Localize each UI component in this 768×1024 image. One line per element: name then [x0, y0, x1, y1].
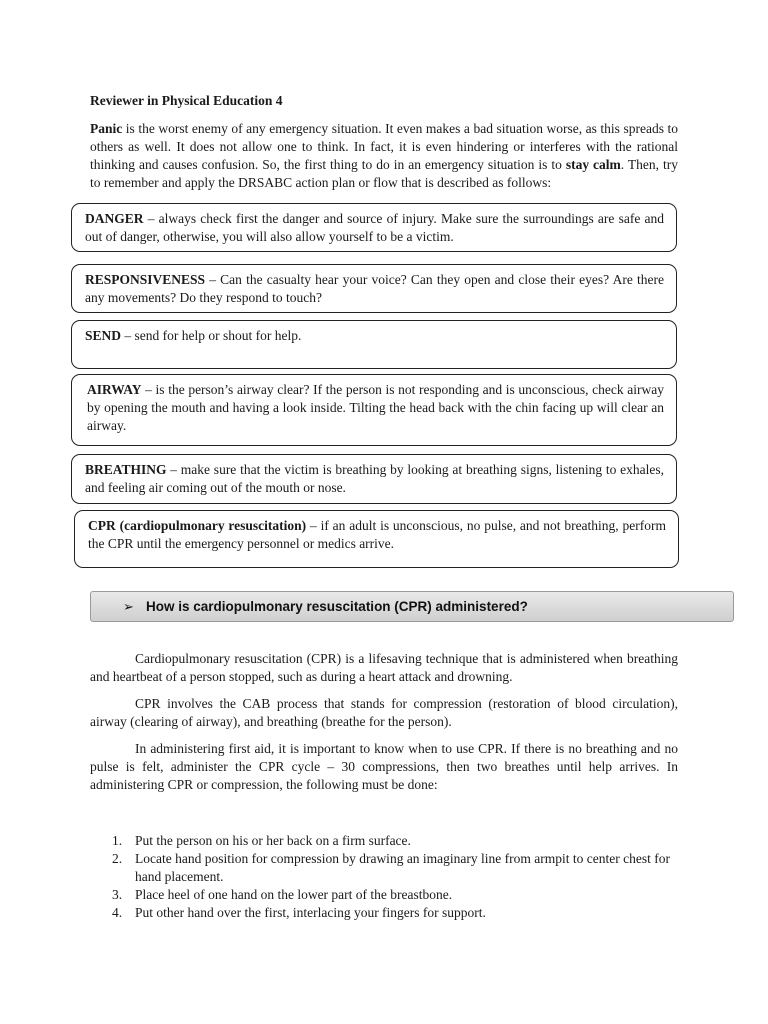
- drsabc-term: DANGER: [85, 211, 144, 226]
- arrow-bullet-icon: ➢: [123, 599, 134, 614]
- intro-paragraph: [90, 120, 678, 192]
- paragraph-text: CPR involves the CAB process that stands for compression (restoration of blood circulation), airway (clearing of airway), and breathing (breathe for the person).: [90, 696, 678, 729]
- body-paragraph: [90, 695, 678, 731]
- paragraph-text: In administering first aid, it is important to know when to use CPR. If there is no breathing and no pulse is felt, administer the CPR cycle – 30 compressions, then two breathes until help arrives. In administering CPR or compression, the following must be done:: [90, 741, 678, 792]
- list-item-text: Locate hand position for compression by drawing an imaginary line from armpit to center chest for hand placement.: [135, 851, 670, 884]
- body-paragraph: [90, 740, 678, 794]
- drsabc-term: SEND: [85, 328, 122, 343]
- list-item-text: Put other hand over the first, interlacing your fingers for support.: [135, 905, 486, 920]
- drsabc-box-airway: [71, 374, 677, 446]
- drsabc-term: AIRWAY: [87, 382, 142, 397]
- cpr-steps-list: [90, 832, 678, 922]
- drsabc-description: – if an adult is unconscious, no pulse, and not breathing, perform the CPR until the emergency personnel or medics arrive.: [88, 518, 666, 551]
- list-item: [90, 832, 678, 850]
- list-item: [90, 886, 678, 904]
- section-heading: How is cardiopulmonary resuscitation (CPR) administered?: [146, 599, 528, 614]
- drsabc-term: CPR (cardiopulmonary resuscitation): [88, 518, 307, 533]
- drsabc-term: BREATHING: [85, 462, 167, 477]
- drsabc-description: – send for help or shout for help.: [121, 328, 302, 343]
- drsabc-box-danger: [71, 203, 677, 252]
- list-item-number: 3.: [112, 887, 123, 902]
- list-item-text: Place heel of one hand on the lower part of the breastbone.: [135, 887, 453, 902]
- drsabc-box-send: [71, 320, 677, 369]
- drsabc-term: RESPONSIVENESS: [85, 272, 206, 287]
- section-heading-bar: [90, 591, 734, 622]
- body-paragraph: [90, 650, 678, 686]
- drsabc-description: – make sure that the victim is breathing by looking at breathing signs, listening to exhales, and feeling air coming out of the mouth or nose.: [85, 462, 664, 495]
- drsabc-box-responsiveness: [71, 264, 677, 313]
- list-item-text: Put the person on his or her back on a firm surface.: [135, 833, 411, 848]
- list-item-number: 4.: [112, 905, 123, 920]
- list-item-number: 1.: [112, 833, 123, 848]
- drsabc-description: – is the person’s airway clear? If the person is not responding and is unconscious, check airway by opening the mouth and having a look inside. Tilting the head back with the chin facing up will clear an airway.: [87, 382, 664, 433]
- intro-text-part2: . Then, try to remember and apply the DRSABC action plan or flow that is described as follows:: [90, 157, 678, 190]
- paragraph-text: Cardiopulmonary resuscitation (CPR) is a lifesaving technique that is administered when breathing and heartbeat of a person stopped, such as during a heart attack and drowning.: [90, 651, 678, 684]
- drsabc-box-breathing: [71, 454, 677, 504]
- page-title: Reviewer in Physical Education 4: [90, 93, 283, 108]
- intro-lead-term: Panic: [90, 121, 123, 136]
- list-item: [90, 850, 678, 886]
- list-item-number: 2.: [112, 851, 123, 866]
- drsabc-box-cpr: [74, 510, 679, 568]
- drsabc-description: – Can the casualty hear your voice? Can they open and close their eyes? Are there any movements? Do they respond to touch?: [85, 272, 664, 305]
- intro-emphasis: stay calm: [565, 157, 621, 172]
- drsabc-description: – always check first the danger and source of injury. Make sure the surroundings are safe and out of danger, otherwise, you will also allow yourself to be a victim.: [85, 211, 664, 244]
- intro-text-part1: is the worst enemy of any emergency situation. It even makes a bad situation worse, as this spreads to others as well. It does not allow one to think. In fact, it is even hindering or interferes with the rational thinking and causes confusion. So, the first thing to do in an emergency situation is to: [90, 121, 678, 172]
- list-item: [90, 904, 678, 922]
